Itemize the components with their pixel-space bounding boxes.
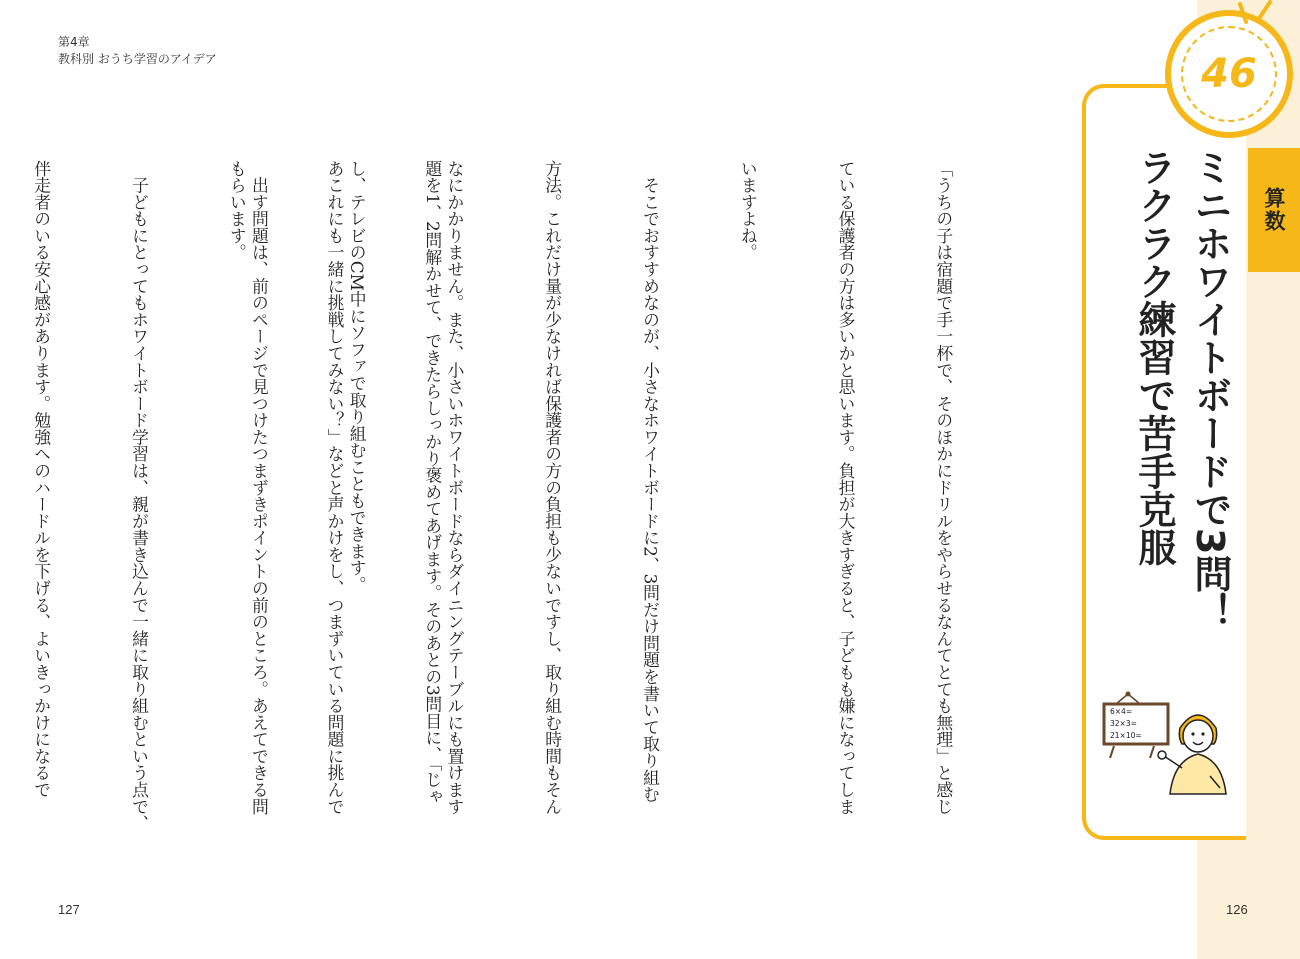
- text-column: 出す問題は、前のページで見つけたつまずきポイントの前のところ。あえてできる問: [249, 160, 270, 815]
- category-tab: [1248, 148, 1300, 272]
- text-column: 「うちの子は宿題で手一杯で、そのほかにドリルをやらせるなんてとても無理」と感じ: [933, 160, 954, 815]
- category-label: 算数: [1262, 187, 1286, 233]
- page-number-right: 126: [1226, 902, 1248, 917]
- page-title: [1118, 148, 1238, 688]
- chapter-subtitle: 教科別 おうち学習のアイデア: [58, 52, 217, 66]
- badge-number: 46: [1201, 51, 1257, 97]
- text-column: 伴走者のいる安心感があります。勉強へのハードルを下げる、よいきっかけになるで: [31, 160, 52, 799]
- chapter-header: [58, 34, 217, 68]
- text-column: いますよね。: [738, 160, 759, 261]
- text-column: 方法。これだけ量が少なければ保護者の方の負担も少ないですし、取り組む時間もそん: [542, 160, 563, 815]
- text-column: 子どもにとってもホワイトボード学習は、親が書き込んで一緒に取り組むという点で、: [129, 160, 150, 832]
- chapter-label: 第4章: [58, 35, 90, 49]
- text-column: そこでおすすめなのが、小さなホワイトボードに2、3問だけ問題を書いて取り組む: [640, 160, 661, 803]
- board-line: 21×10=: [1110, 731, 1142, 740]
- teacher-whiteboard-illustration: [1098, 690, 1238, 800]
- text-column: あこれにも一緒に挑戦してみない？」などと声かけをし、つまずいている問題に挑んで: [325, 160, 346, 815]
- title-line: ラクラク練習で苦手克服: [1132, 148, 1176, 566]
- text-column: ている保護者の方は多いかと思います。負担が大きすぎると、子どもも嫌になってしま: [836, 160, 857, 815]
- page-number-left: 127: [58, 902, 80, 917]
- number-badge-inner: [1181, 26, 1277, 122]
- text-column: し、テレビのCM中にソファで取り組むこともできます。: [347, 160, 368, 593]
- title-line: ミニホワイトボードで3問！: [1188, 148, 1232, 631]
- board-line: 32×3=: [1110, 719, 1137, 728]
- board-line: 6×4=: [1110, 707, 1133, 716]
- text-column: なにかかりません。また、小さいホワイトボードならダイニングテーブルにも置けます: [444, 160, 465, 815]
- sparkle-icon: [1236, 0, 1286, 30]
- text-column: 題を1、2問解かせて、できたらしっかり褒めてあげます。そのあとの3問目に、「じゃ: [422, 160, 443, 805]
- text-column: もらいます。: [227, 160, 248, 261]
